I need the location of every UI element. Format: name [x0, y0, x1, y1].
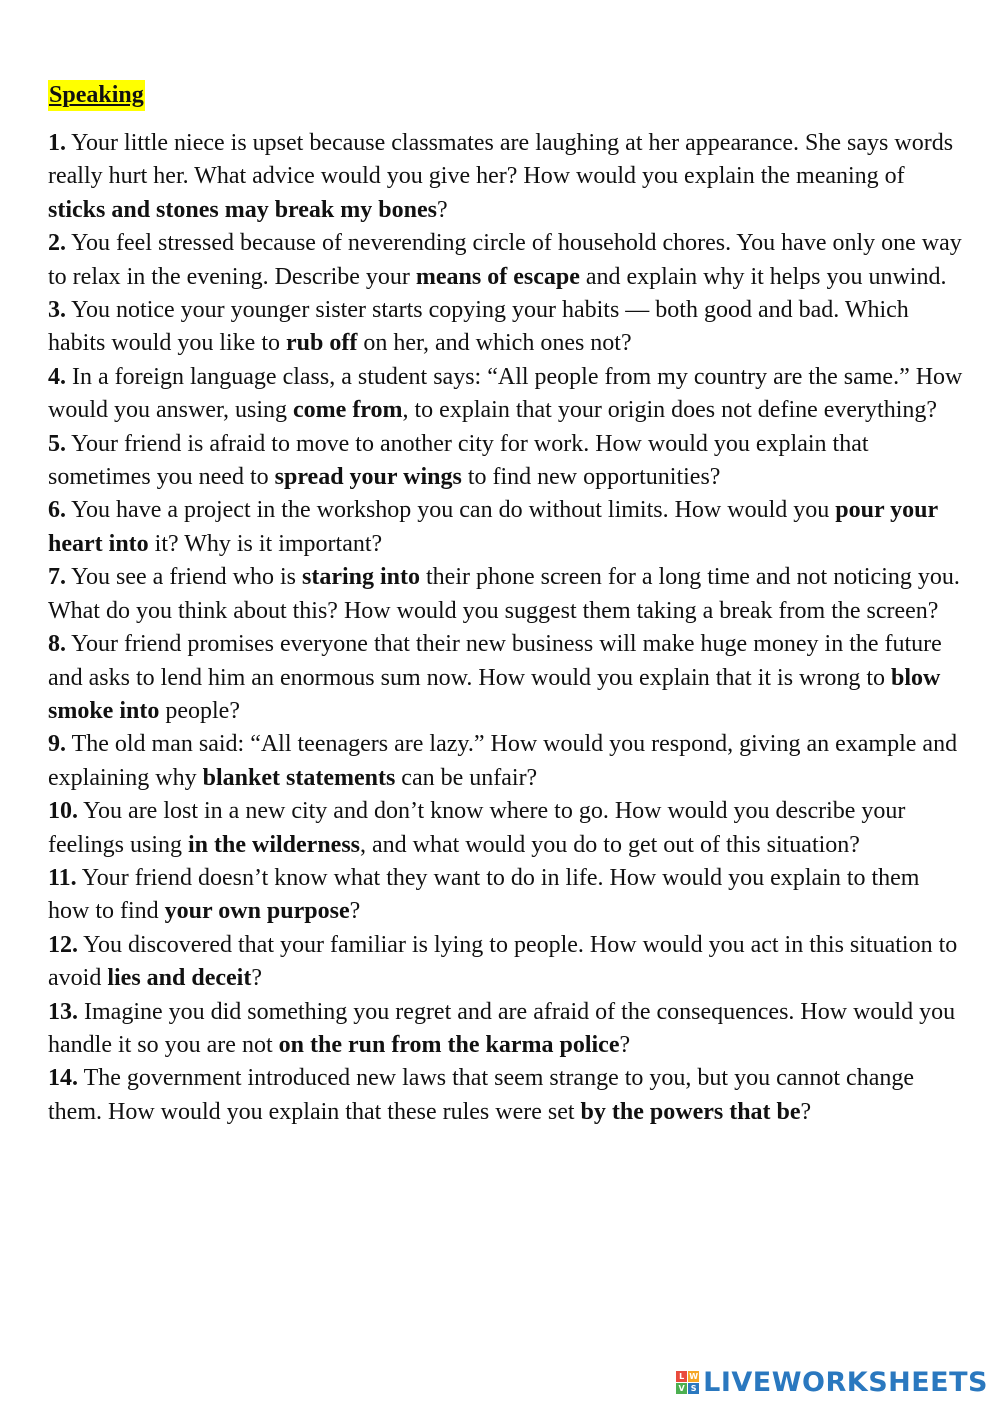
question-item [48, 1062, 963, 1129]
question-text: You feel stressed because of neverending circle of household chores. You have only one way to relax in the evening. Describe your [48, 230, 962, 290]
question-text: , and what would you do to get out of this situation? [360, 831, 860, 858]
question-text: You notice your younger sister starts copying your habits — both good and bad. Which habits would you like to [48, 297, 909, 357]
question-text: can be unfair? [395, 764, 538, 791]
question-item [48, 728, 963, 795]
question-number: 5. [48, 430, 66, 457]
question-item [48, 996, 963, 1063]
page-title: Speaking [48, 80, 145, 111]
question-text: You are lost in a new city and don’t know where to go. How would you describe your feelings using [48, 798, 906, 858]
logo-tile: V [676, 1383, 687, 1394]
question-text: Your friend is afraid to move to another city for work. How would you explain that sometimes you need to [48, 430, 869, 491]
question-text: to find new opportunities? [461, 464, 721, 491]
question-number: 1. [48, 130, 66, 156]
question-item [48, 127, 963, 227]
question-number: 2. [48, 230, 66, 257]
key-phrase: means of escape [415, 263, 580, 290]
key-phrase: pour your heart into [48, 497, 938, 557]
question-text: on her, and which ones not? [357, 330, 632, 357]
question-text: their phone screen for a long time and not noticing you. What do you think about this? How would you suggest them taking a break from the screen? [48, 564, 960, 624]
question-item [48, 294, 963, 361]
key-phrase: come from [293, 397, 403, 424]
question-text: it? Why is it important? [148, 530, 383, 557]
question-number: 10. [48, 798, 78, 825]
question-number: 4. [48, 363, 66, 390]
logo-tile: L [676, 1371, 687, 1382]
question-text: people? [159, 697, 240, 724]
question-text: Your little niece is upset because classmates are laughing at her appearance. She says words really hurt her. What advice would you give her? How would you explain the meaning of [48, 130, 954, 190]
key-phrase: blow smoke into [48, 664, 941, 724]
question-item [48, 795, 963, 862]
question-number: 14. [48, 1065, 78, 1092]
question-item [48, 361, 963, 428]
key-phrase: by the powers that be [580, 1098, 801, 1125]
question-text: ? [349, 898, 361, 925]
key-phrase: lies and deceit [107, 965, 252, 992]
question-text: ? [800, 1098, 812, 1125]
question-text: , to explain that your origin does not define everything? [402, 397, 938, 424]
question-item [48, 862, 963, 929]
question-text: The government introduced new laws that seem strange to you, but you cannot change them. How would you explain that these rules were set [48, 1065, 914, 1125]
key-phrase: blanket statements [202, 764, 396, 791]
question-text: ? [436, 196, 448, 223]
key-phrase: sticks and stones may break my bones [48, 196, 437, 223]
key-phrase: on the run from the karma police [278, 1031, 620, 1058]
question-number: 8. [48, 631, 66, 658]
key-phrase: staring into [301, 564, 420, 591]
question-number: 7. [48, 564, 66, 591]
question-number: 9. [48, 731, 66, 758]
question-list [48, 127, 963, 1129]
key-phrase: in the wilderness [187, 831, 360, 858]
question-item [48, 561, 963, 628]
question-text: ? [619, 1031, 631, 1058]
question-text: and explain why it helps you unwind. [579, 263, 947, 290]
question-text: You have a project in the workshop you can do without limits. How would you [66, 497, 836, 524]
question-text: You see a friend who is [66, 564, 302, 591]
question-item [48, 494, 963, 561]
logo-tile: W [689, 1372, 699, 1381]
question-text: In a foreign language class, a student says: “All people from my country are the same.” How would you answer, using [48, 363, 963, 424]
question-item [48, 628, 963, 728]
brand-name: LIVEWORKSHEETS [703, 1367, 988, 1398]
liveworksheets-brand [676, 1367, 988, 1398]
question-number: 12. [48, 931, 78, 958]
question-text: Imagine you did something you regret and are afraid of the consequences. How would you handle it so you are not [48, 998, 956, 1058]
question-item [48, 227, 963, 294]
question-text: The old man said: “All teenagers are lazy.” How would you respond, giving an example and explaining why [48, 731, 958, 791]
question-text: Your friend promises everyone that their new business will make huge money in the future and asks to lend him an enormous sum now. How would you explain that it is wrong to [48, 631, 942, 691]
question-text: You discovered that your familiar is lying to people. How would you act in this situation to avoid [48, 931, 958, 992]
key-phrase: rub off [285, 330, 358, 357]
question-number: 11. [48, 864, 77, 891]
liveworksheets-logo-icon [676, 1371, 699, 1394]
key-phrase: spread your wings [274, 464, 462, 491]
question-number: 6. [48, 497, 66, 524]
logo-tile: S [688, 1383, 699, 1394]
question-number: 3. [48, 297, 66, 324]
question-item [48, 929, 963, 996]
question-text: ? [251, 965, 262, 992]
key-phrase: your own purpose [164, 898, 350, 925]
question-item [48, 428, 963, 495]
question-text: Your friend doesn’t know what they want to do in life. How would you explain to them how to find [48, 864, 920, 925]
question-number: 13. [48, 998, 78, 1025]
worksheet-page [48, 80, 963, 1129]
